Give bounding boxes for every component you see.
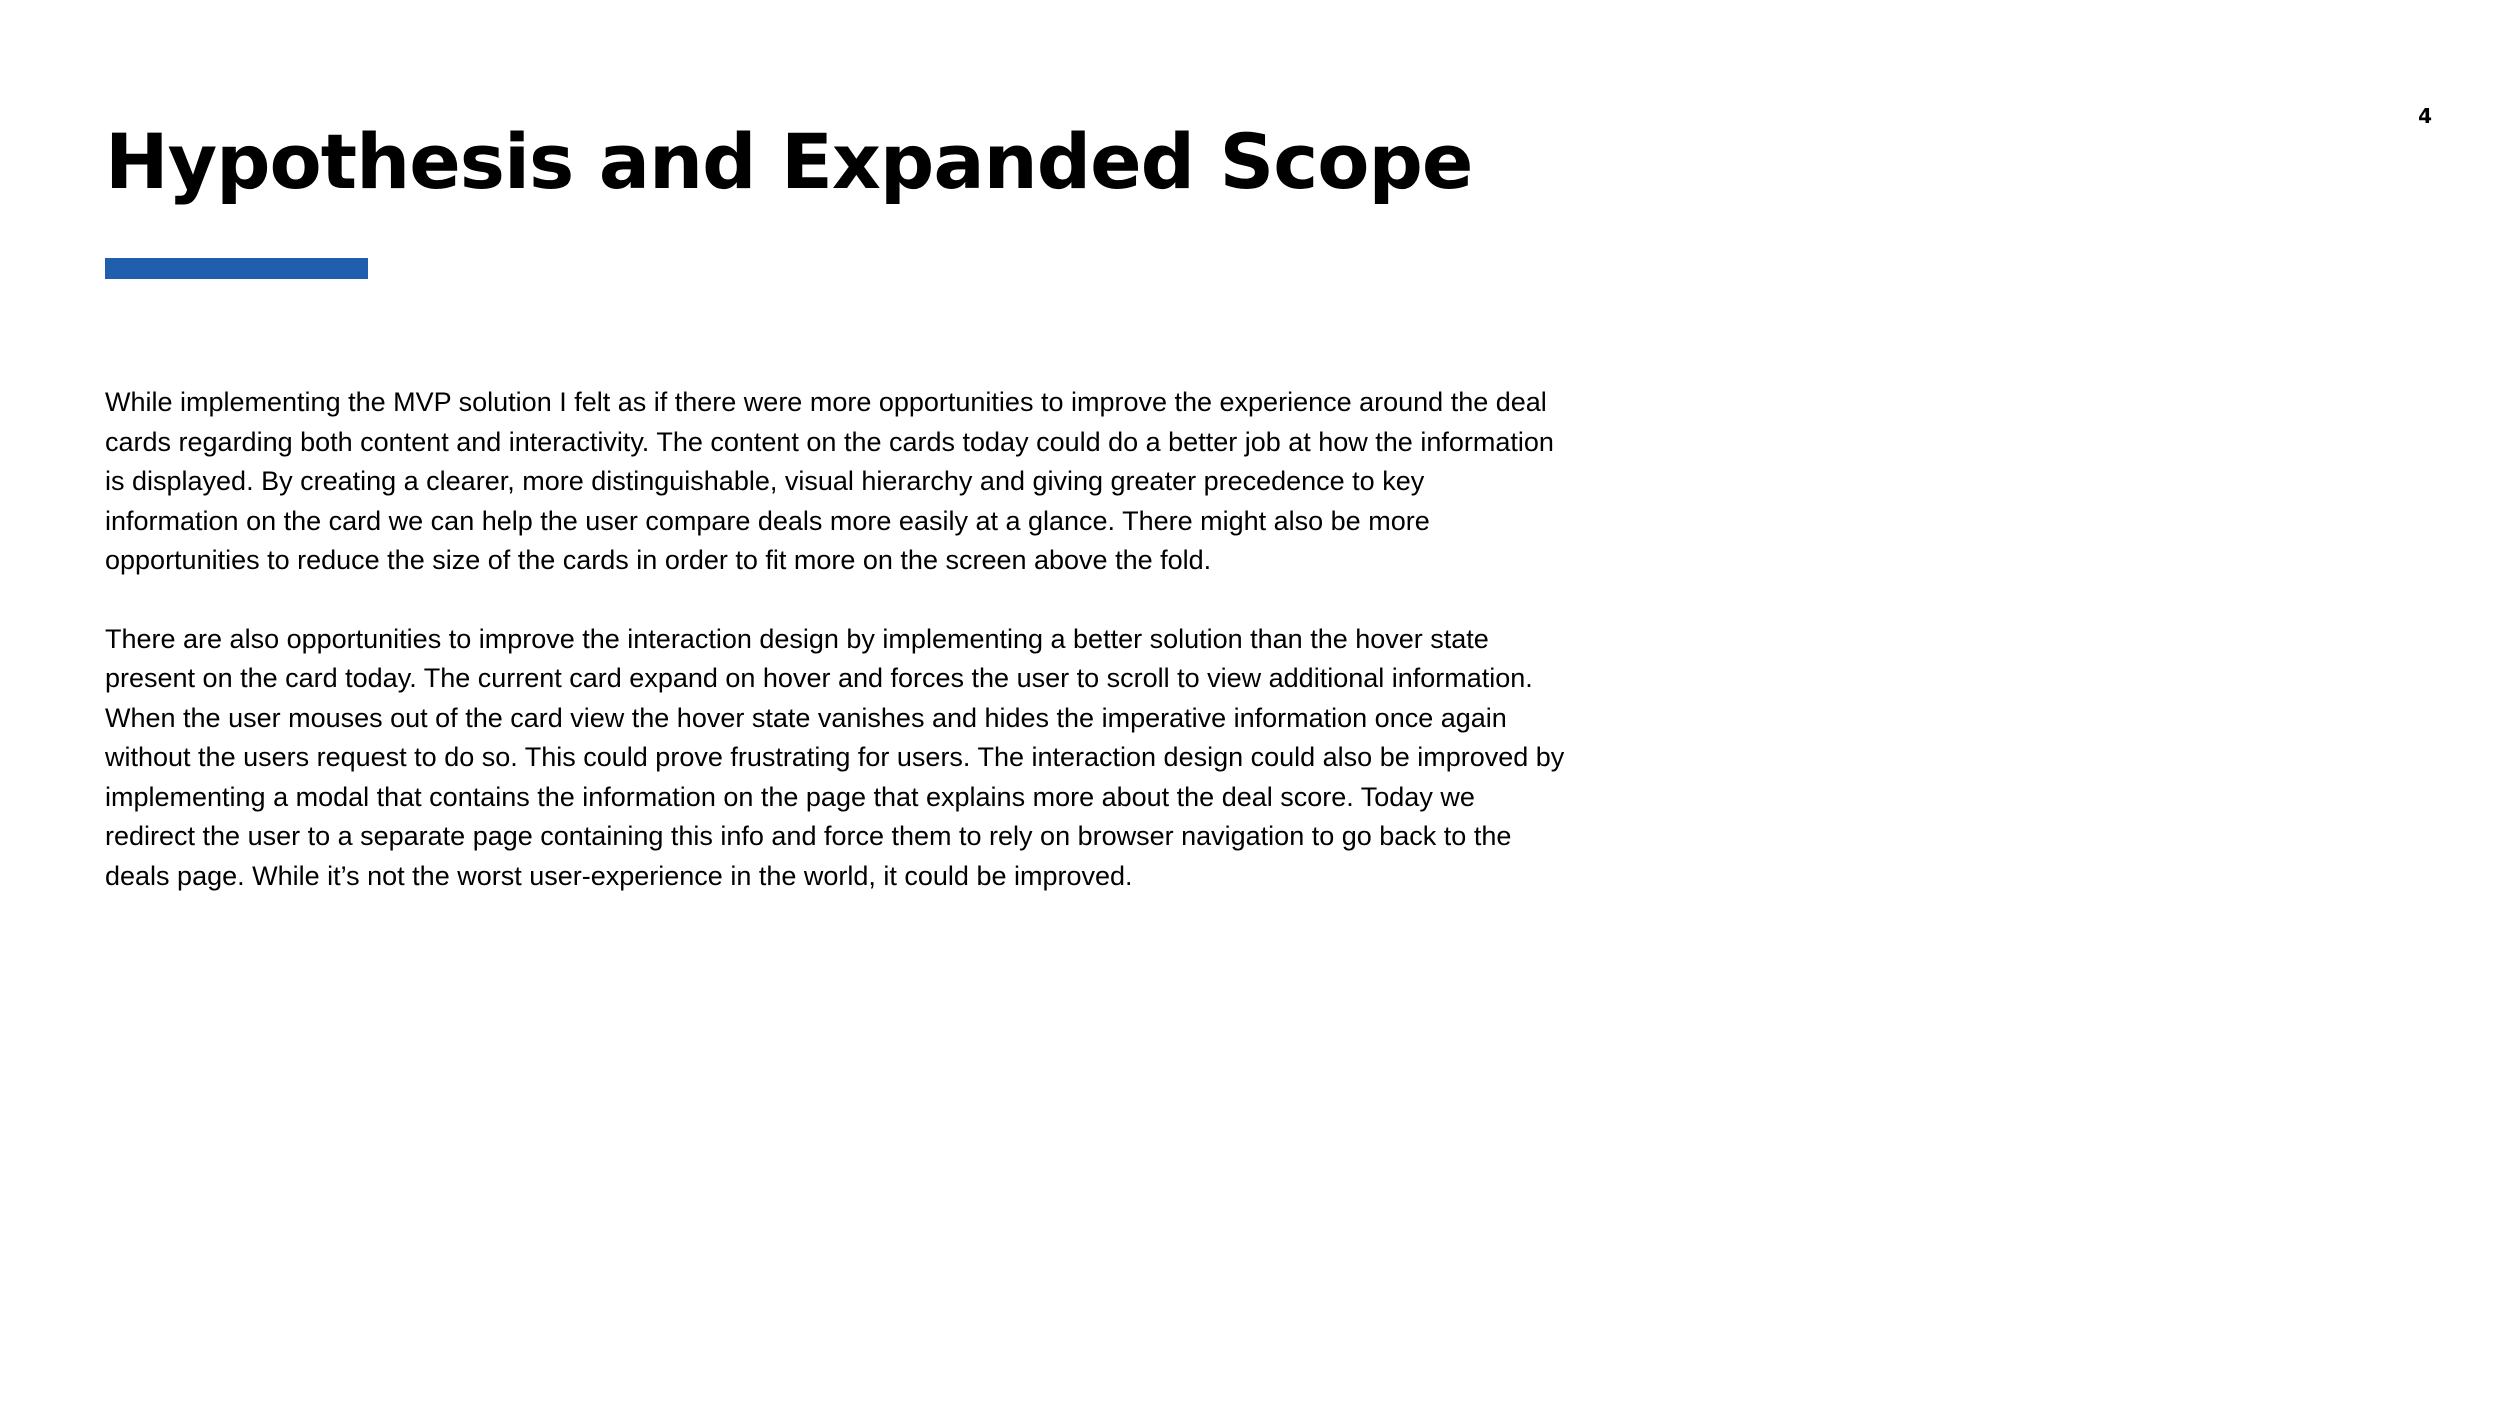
page-number: 4 (2418, 104, 2432, 128)
title-accent-bar (105, 258, 368, 279)
paragraph-interaction-design: There are also opportunities to improve the interaction design by implementing a better solution than the hover state present on the card today. The current card expand on hover and forces the user to scroll to view additional information. When the user mouses out of the card view the hover state vanishes and hides the imperative information once again without the users request to do so. This could prove frustrating for users. The interaction design could also be improved by implementing a modal that contains the information on the page that explains more about the deal score. Today we redirect the user to a separate page containing this info and force them to rely on browser navigation to go back to the deals page. While it’s not the worst user-experience in the world, it could be improved. (105, 623, 1565, 891)
paragraph-mvp-content: While implementing the MVP solution I felt as if there were more opportunities to improve the experience around the deal cards regarding both content and interactivity. The content on the cards today could do a better job at how the information is displayed. By creating a clearer, more distinguishable, visual hierarchy and giving greater precedence to key information on the card we can help the user compare deals more easily at a glance. There might also be more opportunities to reduce the size of the cards in order to fit more on the screen above the fold. (105, 387, 1554, 575)
slide-title: Hypothesis and Expanded Scope (105, 117, 1473, 206)
body-text (105, 383, 1565, 935)
